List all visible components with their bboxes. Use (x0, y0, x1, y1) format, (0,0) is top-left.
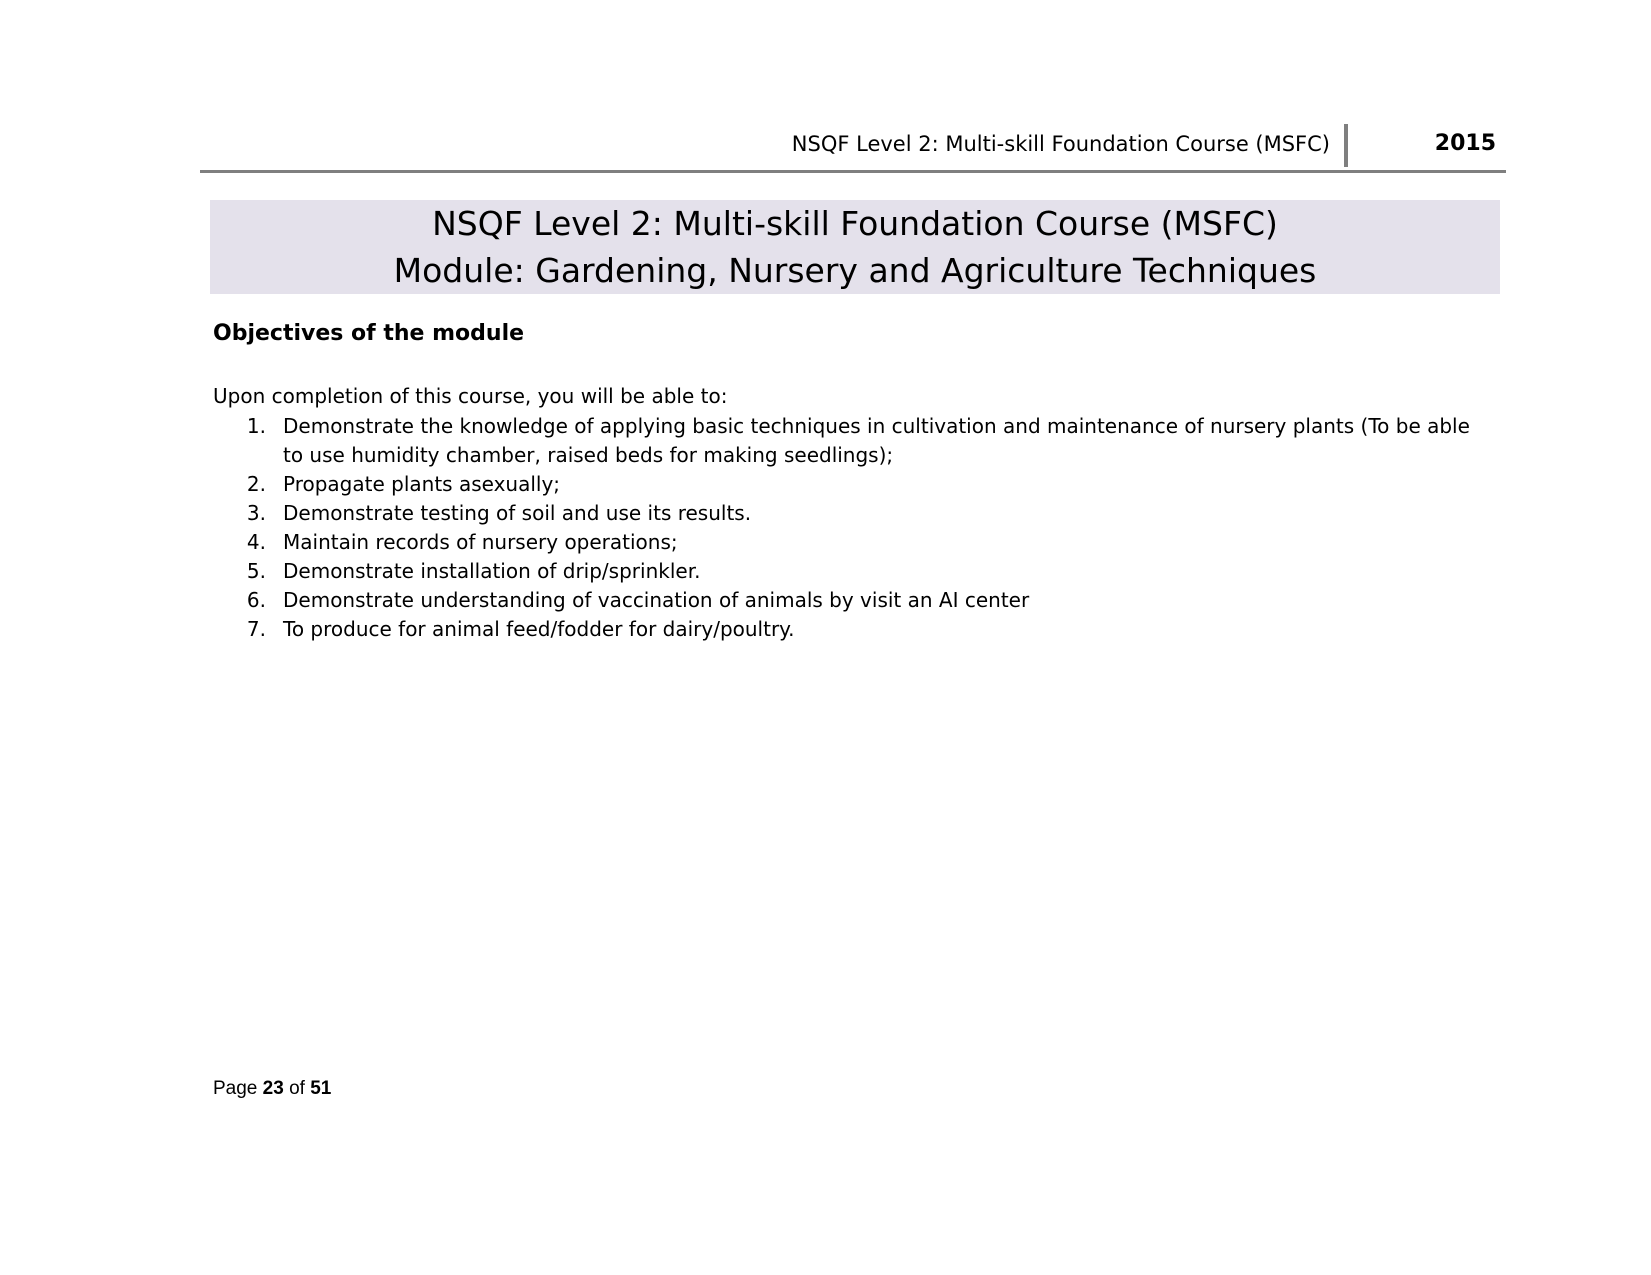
header-divider (1344, 124, 1348, 167)
list-item-text: To produce for animal feed/fodder for dairy/poultry. (283, 617, 795, 641)
page-current: 23 (262, 1078, 284, 1099)
list-item-text: Maintain records of nursery operations; (283, 530, 678, 554)
list-item-number: 7. (246, 617, 266, 641)
list-item-text: Demonstrate the knowledge of applying basic techniques in cultivation and maintenance of nursery plants (To be able to use humidity chamber, raised beds for making seedlings); (283, 414, 1470, 467)
list-item (213, 470, 1493, 499)
module-title: Module: Gardening, Nursery and Agriculture Techniques (393, 251, 1317, 290)
list-item-text: Demonstrate testing of soil and use its results. (283, 501, 752, 525)
list-item (213, 586, 1493, 615)
list-item (213, 412, 1493, 470)
list-item-number: 1. (246, 414, 266, 438)
list-item-text: Propagate plants asexually; (283, 472, 561, 496)
list-item-number: 3. (246, 501, 266, 525)
header-course-title: NSQF Level 2: Multi-skill Foundation Course (MSFC) (791, 132, 1330, 156)
page-footer (213, 1078, 331, 1100)
list-item-number: 2. (246, 472, 266, 496)
objectives-intro: Upon completion of this course, you will be able to: (213, 384, 728, 408)
objectives-heading: Objectives of the module (213, 321, 525, 346)
list-item (213, 499, 1493, 528)
page-total: 51 (310, 1078, 332, 1099)
list-item (213, 615, 1493, 644)
of-label: of (289, 1078, 305, 1099)
list-item-number: 6. (246, 588, 266, 612)
module-title-block (210, 200, 1500, 294)
list-item-number: 4. (246, 530, 266, 554)
page-header (200, 124, 1506, 173)
list-item (213, 557, 1493, 586)
page-label: Page (213, 1078, 258, 1099)
objectives-list (213, 412, 1493, 644)
list-item-text: Demonstrate installation of drip/sprinkler. (283, 559, 701, 583)
course-title: NSQF Level 2: Multi-skill Foundation Course (MSFC) (432, 204, 1278, 243)
list-item (213, 528, 1493, 557)
header-year: 2015 (1434, 131, 1496, 156)
list-item-number: 5. (246, 559, 266, 583)
list-item-text: Demonstrate understanding of vaccination of animals by visit an AI center (283, 588, 1030, 612)
